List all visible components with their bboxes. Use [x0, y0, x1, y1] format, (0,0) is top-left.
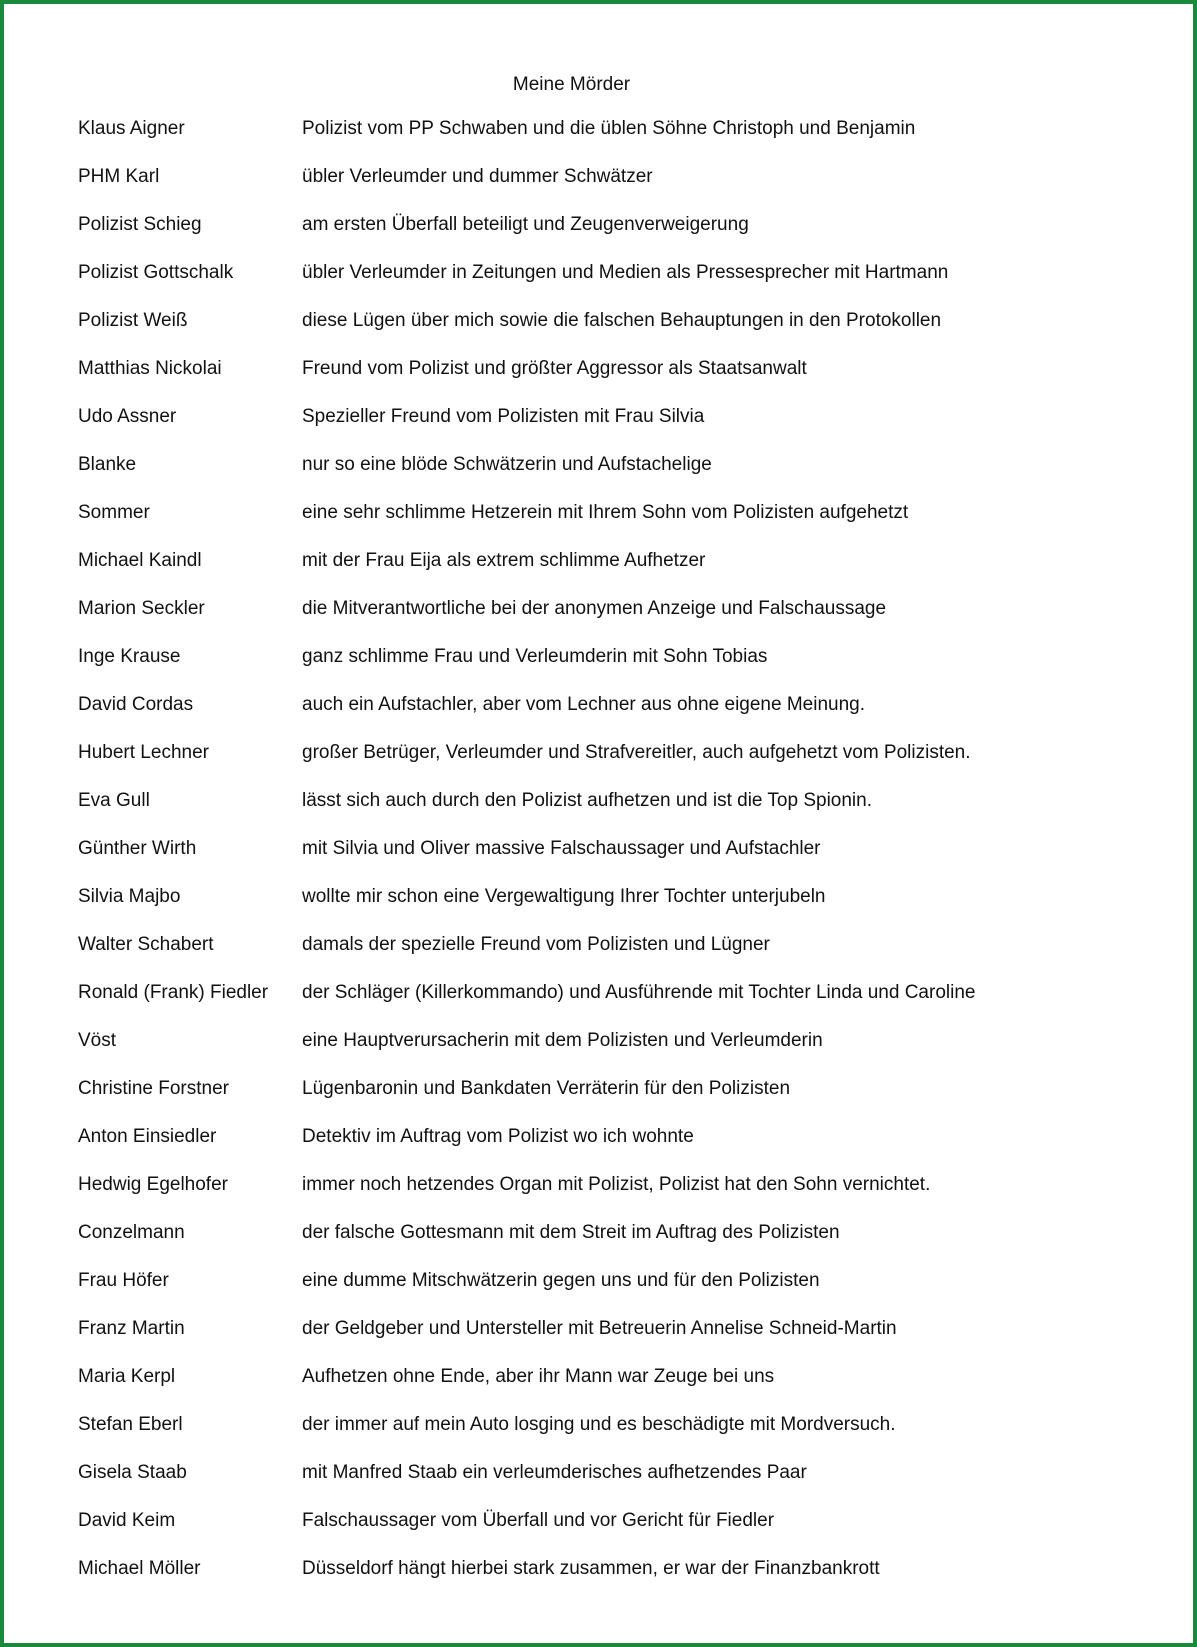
entry-description: der Schläger (Killerkommando) und Ausführende mit Tochter Linda und Caroline: [302, 982, 976, 1003]
entry-name: Sommer: [78, 502, 150, 523]
list-item: [78, 1366, 1138, 1414]
list-item: [78, 214, 1138, 262]
entry-description: der Geldgeber und Untersteller mit Betreuerin Annelise Schneid-Martin: [302, 1318, 897, 1339]
entry-name: Klaus Aigner: [78, 118, 185, 139]
entry-description: der falsche Gottesmann mit dem Streit im Auftrag des Polizisten: [302, 1222, 840, 1243]
list-item: [78, 1030, 1138, 1078]
entry-description: mit der Frau Eija als extrem schlimme Aufhetzer: [302, 550, 706, 571]
list-item: [78, 838, 1138, 886]
list-item: [78, 550, 1138, 598]
entry-name: Walter Schabert: [78, 934, 214, 955]
entry-description: Freund vom Polizist und größter Aggressor als Staatsanwalt: [302, 358, 807, 379]
entry-name: Polizist Gottschalk: [78, 262, 234, 283]
entry-description: Düsseldorf hängt hierbei stark zusammen, er war der Finanzbankrott: [302, 1558, 880, 1579]
entry-description: mit Silvia und Oliver massive Falschaussager und Aufstachler: [302, 838, 821, 859]
entry-description: Spezieller Freund vom Polizisten mit Frau Silvia: [302, 406, 705, 427]
entry-description: Aufhetzen ohne Ende, aber ihr Mann war Zeuge bei uns: [302, 1366, 775, 1387]
entry-name: Udo Assner: [78, 406, 177, 427]
list-item: [78, 118, 1138, 166]
entry-name: Franz Martin: [78, 1318, 185, 1339]
entry-name: Günther Wirth: [78, 838, 197, 859]
list-item: [78, 310, 1138, 358]
list-item: [78, 1558, 1138, 1606]
entry-description: damals der spezielle Freund vom Polizisten und Lügner: [302, 934, 770, 955]
entry-description: eine dumme Mitschwätzerin gegen uns und für den Polizisten: [302, 1270, 820, 1291]
entry-name: Frau Höfer: [78, 1270, 169, 1291]
entry-description: großer Betrüger, Verleumder und Strafvereitler, auch aufgehetzt vom Polizisten.: [302, 742, 971, 763]
list-item: [78, 790, 1138, 838]
entry-name: David Keim: [78, 1510, 176, 1531]
list-item: [78, 1318, 1138, 1366]
entry-description: mit Manfred Staab ein verleumderisches aufhetzendes Paar: [302, 1462, 807, 1483]
entry-name: Maria Kerpl: [78, 1366, 176, 1387]
list-item: [78, 406, 1138, 454]
list-item: [78, 1510, 1138, 1558]
list-item: [78, 598, 1138, 646]
entry-description: Lügenbaronin und Bankdaten Verräterin für den Polizisten: [302, 1078, 791, 1099]
entry-name: Marion Seckler: [78, 598, 205, 619]
entry-name: Silvia Majbo: [78, 886, 181, 907]
entry-name: Inge Krause: [78, 646, 181, 667]
entry-name: Michael Möller: [78, 1558, 201, 1579]
entry-name: Eva Gull: [78, 790, 150, 811]
list-item: [78, 1174, 1138, 1222]
entry-description: ganz schlimme Frau und Verleumderin mit Sohn Tobias: [302, 646, 768, 667]
entry-description: Polizist vom PP Schwaben und die üblen Söhne Christoph und Benjamin: [302, 118, 916, 139]
entry-name: Gisela Staab: [78, 1462, 187, 1483]
entry-name: Blanke: [78, 454, 137, 475]
list-item: [78, 166, 1138, 214]
list-item: [78, 694, 1138, 742]
list-item: [78, 502, 1138, 550]
entry-name: Ronald (Frank) Fiedler: [78, 982, 269, 1003]
page-title: Meine Mörder: [512, 74, 631, 95]
list-item: [78, 1414, 1138, 1462]
list-item: [78, 1270, 1138, 1318]
entry-name: David Cordas: [78, 694, 194, 715]
entry-description: übler Verleumder und dummer Schwätzer: [302, 166, 653, 187]
list-item: [78, 1462, 1138, 1510]
entry-description: übler Verleumder in Zeitungen und Medien als Pressesprecher mit Hartmann: [302, 262, 949, 283]
entry-description: am ersten Überfall beteiligt und Zeugenverweigerung: [302, 214, 749, 235]
list-item: [78, 934, 1138, 982]
entry-name: Vöst: [78, 1030, 117, 1051]
list-item: [78, 358, 1138, 406]
entry-description: Falschaussager vom Überfall und vor Gericht für Fiedler: [302, 1510, 775, 1531]
entry-name: Hedwig Egelhofer: [78, 1174, 228, 1195]
entry-description: Detektiv im Auftrag vom Polizist wo ich wohnte: [302, 1126, 694, 1147]
entry-description: eine sehr schlimme Hetzerein mit Ihrem Sohn vom Polizisten aufgehetzt: [302, 502, 909, 523]
entry-description: immer noch hetzendes Organ mit Polizist, Polizist hat den Sohn vernichtet.: [302, 1174, 931, 1195]
list-item: [78, 982, 1138, 1030]
list-item: [78, 1078, 1138, 1126]
list-item: [78, 886, 1138, 934]
entry-description: der immer auf mein Auto losging und es beschädigte mit Mordversuch.: [302, 1414, 896, 1435]
list-item: [78, 262, 1138, 310]
entry-description: auch ein Aufstachler, aber vom Lechner aus ohne eigene Meinung.: [302, 694, 865, 715]
entry-list: [78, 118, 1138, 1606]
entry-name: Conzelmann: [78, 1222, 185, 1243]
entry-name: Anton Einsiedler: [78, 1126, 217, 1147]
list-item: [78, 742, 1138, 790]
entry-name: Polizist Schieg: [78, 214, 202, 235]
entry-description: eine Hauptverursacherin mit dem Polizisten und Verleumderin: [302, 1030, 823, 1051]
entry-description: die Mitverantwortliche bei der anonymen Anzeige und Falschaussage: [302, 598, 887, 619]
entry-description: lässt sich auch durch den Polizist aufhetzen und ist die Top Spionin.: [302, 790, 872, 811]
entry-description: nur so eine blöde Schwätzerin und Aufstachelige: [302, 454, 712, 475]
entry-name: Hubert Lechner: [78, 742, 209, 763]
list-item: [78, 454, 1138, 502]
entry-name: Matthias Nickolai: [78, 358, 222, 379]
list-item: [78, 1222, 1138, 1270]
entry-description: wollte mir schon eine Vergewaltigung Ihrer Tochter unterjubeln: [302, 886, 826, 907]
entry-name: Christine Forstner: [78, 1078, 229, 1099]
entry-name: Polizist Weiß: [78, 310, 188, 331]
entry-name: Stefan Eberl: [78, 1414, 183, 1435]
list-item: [78, 646, 1138, 694]
entry-name: PHM Karl: [78, 166, 160, 187]
list-item: [78, 1126, 1138, 1174]
entry-name: Michael Kaindl: [78, 550, 202, 571]
entry-description: diese Lügen über mich sowie die falschen Behauptungen in den Protokollen: [302, 310, 942, 331]
